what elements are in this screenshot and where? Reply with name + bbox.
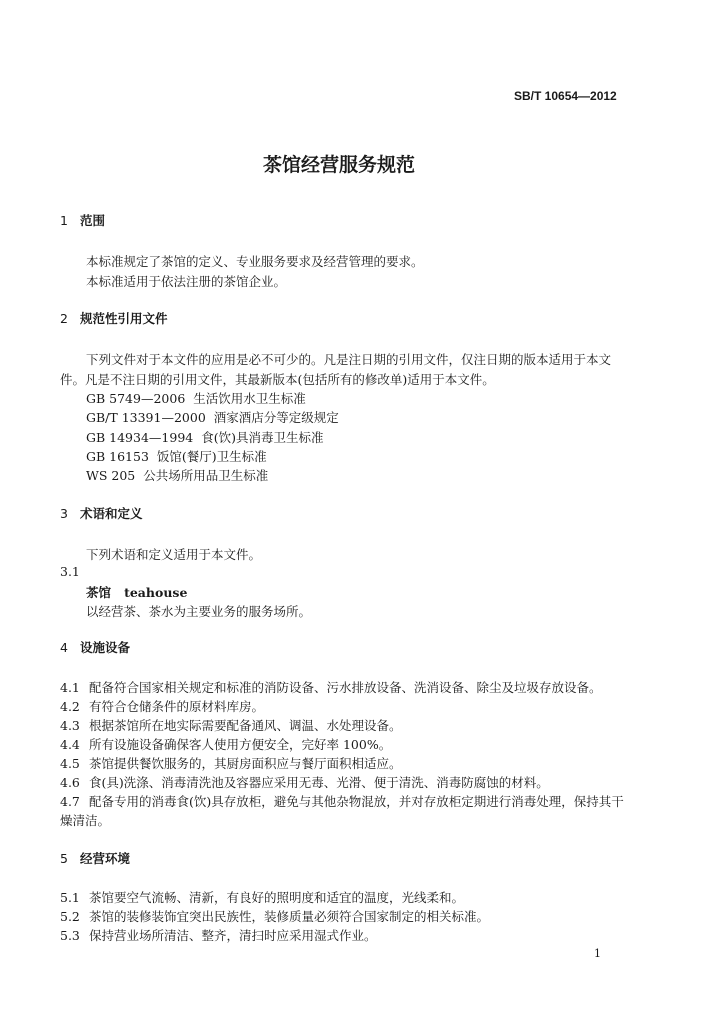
section-number: 4: [60, 640, 68, 655]
clause-item: [60, 926, 377, 944]
clause-item: [60, 773, 549, 791]
clause-text: 配备符合国家相关规定和标准的消防设备、污水排放设备、洗消设备、除尘及垃圾存放设备。: [89, 680, 602, 695]
clause-number: 4.4: [60, 737, 80, 752]
ref-code: WS 205: [86, 468, 136, 483]
ref-name: 食(饮)具消毒卫生标准: [201, 430, 324, 445]
clause-number: 5.3: [60, 928, 80, 943]
clause-text: 所有设施设备确保客人使用方便安全，完好率 100%。: [89, 737, 392, 752]
clause-number: 4.1: [60, 680, 80, 695]
clause-text: 根据茶馆所在地实际需要配备通风、调温、水处理设备。: [89, 718, 402, 733]
clause-number: 5.1: [60, 890, 80, 905]
section-3-heading: [60, 504, 143, 522]
term-heading: [86, 583, 187, 601]
section-number: 5: [60, 851, 68, 866]
section-title: 术语和定义: [80, 506, 143, 521]
section-1-para-2: 本标准适用于依法注册的茶馆企业。: [86, 274, 287, 289]
term-chinese: 茶馆: [86, 585, 112, 600]
clause-text: 茶馆要空气流畅、清新，有良好的照明度和适宜的温度，光线柔和。: [89, 890, 465, 905]
standard-number: SB/T 10654—2012: [514, 89, 617, 103]
section-3-intro: 下列术语和定义适用于本文件。: [86, 547, 262, 562]
clause-item: [60, 754, 402, 772]
ref-code: GB 16153: [86, 449, 149, 464]
ref-name: 公共场所用品卫生标准: [143, 468, 269, 483]
section-2-para-line-1: 下列文件对于本文件的应用是必不可少的。凡是注日期的引用文件，仅注日期的版本适用于本文: [86, 352, 612, 367]
clause-item: [60, 697, 264, 715]
ref-code: GB 14934—1994: [86, 430, 194, 445]
term-english: teahouse: [124, 585, 188, 600]
ref-item: [86, 389, 306, 407]
page-number: 1: [594, 947, 601, 960]
section-2-para-line-2: 件。凡是不注日期的引用文件，其最新版本(包括所有的修改单)适用于本文件。: [60, 372, 495, 387]
clause-number: 5.2: [60, 909, 80, 924]
clause-item: [60, 907, 489, 925]
clause-text: 茶馆提供餐饮服务的，其厨房面积应与餐厅面积相适应。: [89, 756, 402, 771]
ref-code: GB 5749—2006: [86, 391, 186, 406]
ref-item: [86, 428, 323, 446]
clause-continuation: 燥清洁。: [60, 813, 111, 828]
section-4-heading: [60, 638, 130, 656]
section-1-heading: [60, 211, 105, 229]
ref-item: [86, 447, 267, 465]
clause-number: 4.3: [60, 718, 80, 733]
section-2-heading: [60, 309, 168, 327]
ref-name: 酒家酒店分等定级规定: [213, 410, 339, 425]
clause-text: 有符合仓储条件的原材料库房。: [89, 699, 265, 714]
section-1-para-1: 本标准规定了茶馆的定义、专业服务要求及经营管理的要求。: [86, 254, 424, 269]
ref-item: [86, 466, 268, 484]
clause-item: [60, 735, 391, 753]
ref-item: [86, 408, 339, 426]
section-number: 2: [60, 311, 68, 326]
section-5-heading: [60, 849, 130, 867]
clause-text: 配备专用的消毒食(饮)具存放柜，避免与其他杂物混放，并对存放柜定期进行消毒处理，保持其干: [89, 794, 624, 809]
ref-name: 生活饮用水卫生标准: [193, 391, 306, 406]
page-title: 茶馆经营服务规范: [263, 154, 416, 176]
section-title: 规范性引用文件: [80, 311, 168, 326]
clause-item: [60, 792, 624, 810]
section-title: 范围: [80, 213, 106, 228]
ref-name: 饭馆(餐厅)卫生标准: [156, 449, 267, 464]
clause-number: 4.5: [60, 756, 80, 771]
clause-item: [60, 678, 602, 696]
clause-item: [60, 716, 402, 734]
section-number: 3: [60, 506, 68, 521]
clause-text: 保持营业场所清洁、整齐，清扫时应采用湿式作业。: [89, 928, 377, 943]
clause-item: [60, 888, 464, 906]
clause-number: 4.6: [60, 775, 80, 790]
term-definition: 以经营茶、茶水为主要业务的服务场所。: [86, 604, 312, 619]
term-number: 3.1: [60, 564, 80, 579]
section-title: 设施设备: [80, 640, 131, 655]
clause-number: 4.2: [60, 699, 80, 714]
section-number: 1: [60, 213, 68, 228]
clause-text: 茶馆的装修装饰宜突出民族性，装修质量必须符合国家制定的相关标准。: [89, 909, 490, 924]
section-title: 经营环境: [80, 851, 131, 866]
clause-number: 4.7: [60, 794, 80, 809]
clause-text: 食(具)洗涤、消毒清洗池及容器应采用无毒、光滑、便于清洗、消毒防腐蚀的材料。: [89, 775, 549, 790]
ref-code: GB/T 13391—2000: [86, 410, 206, 425]
